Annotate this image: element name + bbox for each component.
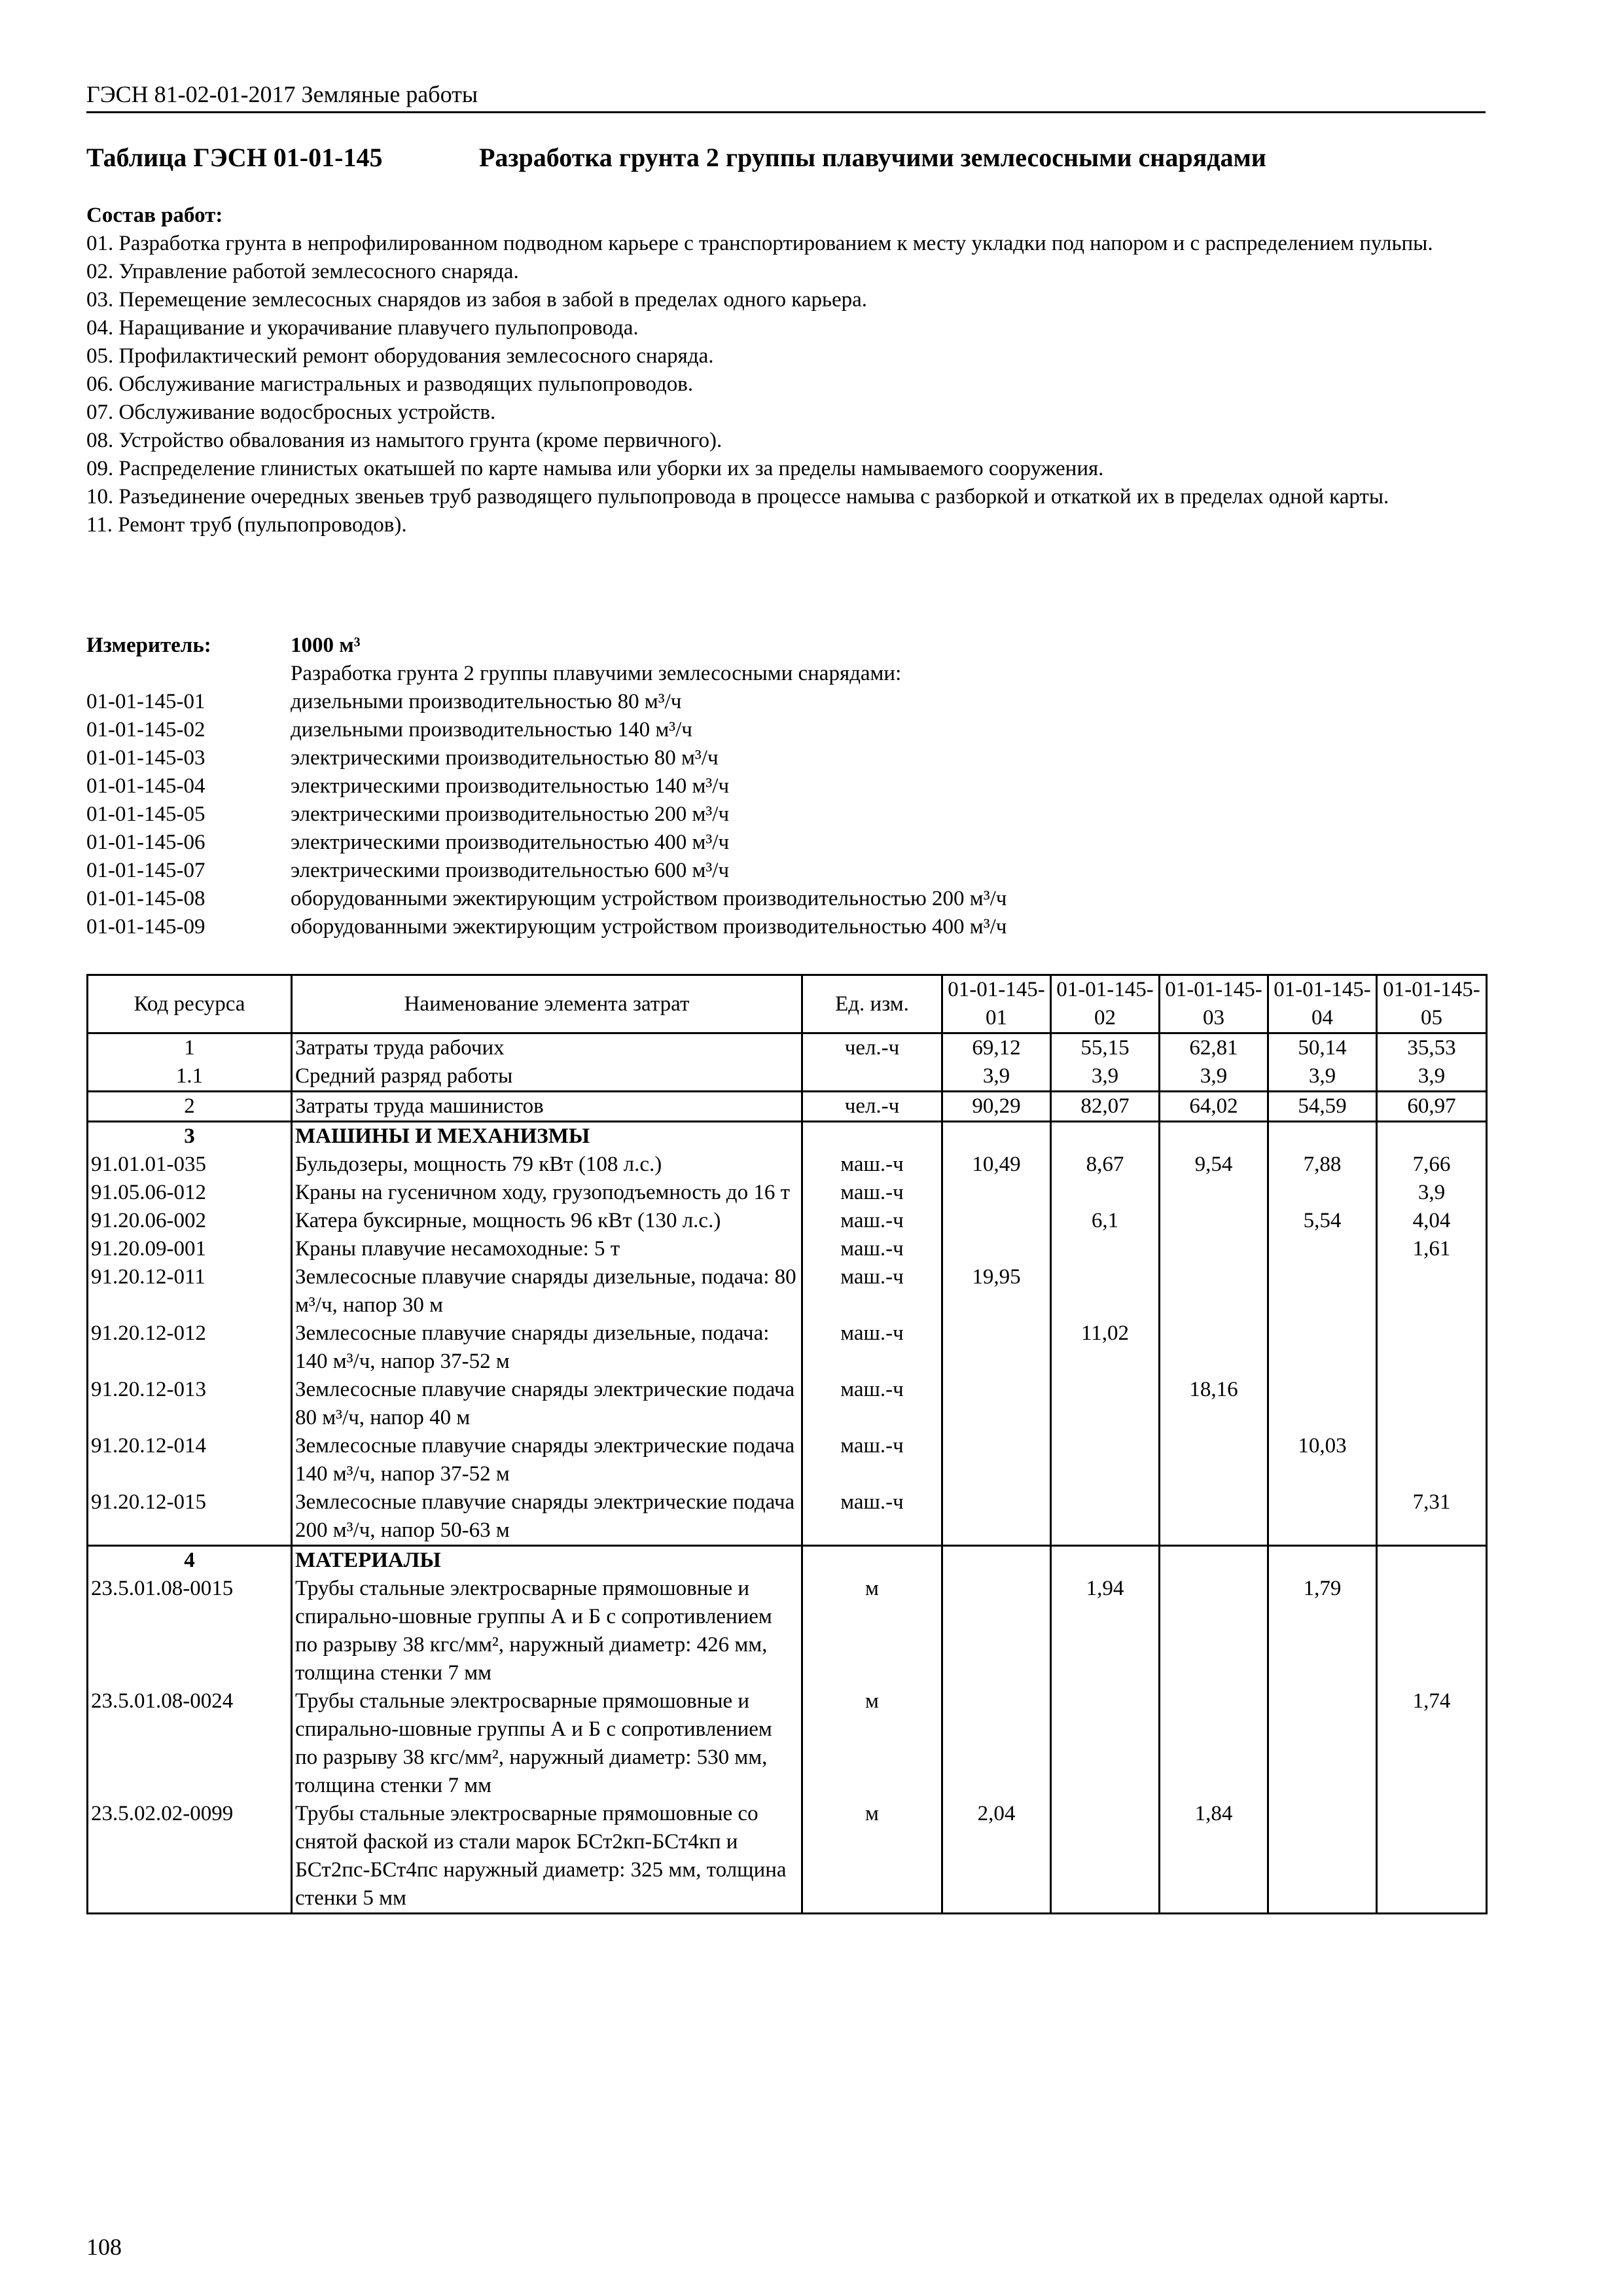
norm-code: 01-01-145-05: [86, 802, 205, 826]
resource-name: Трубы стальные электросварные прямошовные и спирально-шовные группы А и Б с сопротивлением по разрыву 38 кгс/мм², наружный диаметр: 426 мм, толщина стенки 7 мм: [292, 1575, 802, 1687]
norm-value: 3,9: [1377, 1062, 1487, 1092]
norm-description: дизельными производительностью 80 м³/ч: [291, 690, 682, 713]
norm-value: 3,9: [1160, 1062, 1268, 1092]
norm-value: 11,02: [1051, 1319, 1160, 1376]
norm-value: 7,66: [1377, 1151, 1487, 1179]
norm-value: [1268, 1376, 1377, 1432]
header-norm-col: 01-01-145-03: [1160, 975, 1268, 1033]
work-item: 09. Распределение глинистых окатышей по карте намыва или уборки их за пределы намываемого сооружения.: [86, 457, 1104, 480]
norm-value: 3,9: [1377, 1179, 1487, 1207]
norm-value: 3,9: [942, 1062, 1051, 1092]
norm-value: [1377, 1432, 1487, 1488]
norm-value: [1051, 1376, 1160, 1432]
work-item: 10. Разъединение очередных звеньев труб разводящего пульпопровода в процессе намыва с разборкой и откаткой их в пределах одной карты.: [86, 485, 1389, 509]
resource-name: Катера буксирные, мощность 96 кВт (130 л.с.): [292, 1207, 802, 1235]
resource-code: 4: [88, 1546, 292, 1575]
norm-value: [1268, 1800, 1377, 1914]
norm-value: [1160, 1488, 1268, 1546]
resource-name: Землесосные плавучие снаряды электрические подача 200 м³/ч, напор 50-63 м: [292, 1488, 802, 1546]
running-header: ГЭСН 81-02-01-2017 Земляные работы: [86, 77, 1486, 113]
work-item: 08. Устройство обвалования из намытого грунта (кроме первичного).: [86, 429, 722, 452]
resource-name: Землесосные плавучие снаряды дизельные, подача: 80 м³/ч, напор 30 м: [292, 1263, 802, 1319]
norm-value: 1,79: [1268, 1575, 1377, 1687]
work-item: 01. Разработка грунта в непрофилированном подводном карьере с транспортированием к месту укладки под напором и с распределением пульпы.: [86, 232, 1433, 255]
norm-value: [1268, 1488, 1377, 1546]
header-code: Код ресурса: [88, 975, 292, 1033]
norm-value: [942, 1432, 1051, 1488]
resource-unit: м: [802, 1800, 942, 1914]
norm-value: [1377, 1319, 1487, 1376]
table-row: [88, 1062, 1487, 1092]
norm-value: [1160, 1263, 1268, 1319]
work-item: 02. Управление работой землесосного снаряда.: [86, 260, 519, 283]
table-row: [88, 1033, 1487, 1063]
resource-name: Затраты труда рабочих: [292, 1033, 802, 1063]
norm-value: [1051, 1800, 1160, 1914]
work-item: 07. Обслуживание водосбросных устройств.: [86, 401, 496, 424]
table-row: [88, 1263, 1487, 1319]
table-row: [88, 1092, 1487, 1122]
norm-value: [1377, 1546, 1487, 1575]
norm-value: [1268, 1319, 1377, 1376]
resource-code: 2: [88, 1092, 292, 1122]
resource-unit: маш.-ч: [802, 1151, 942, 1179]
resource-code: 23.5.02.02-0099: [88, 1800, 292, 1914]
table-row: [88, 1376, 1487, 1432]
resource-code: 1: [88, 1033, 292, 1063]
norm-code: 01-01-145-06: [86, 831, 205, 854]
table-row: [88, 1575, 1487, 1687]
norm-value: [1051, 1687, 1160, 1800]
measurer-unit: 1000 м³: [291, 634, 361, 657]
norm-value: [1377, 1575, 1487, 1687]
table-row: [88, 1122, 1487, 1151]
norm-value: [1377, 1800, 1487, 1914]
resource-name: МАТЕРИАЛЫ: [292, 1546, 802, 1575]
resource-code: 91.20.09-001: [88, 1235, 292, 1263]
norm-code: 01-01-145-07: [86, 859, 205, 882]
table-row: [88, 1800, 1487, 1914]
norm-value: 19,95: [942, 1263, 1051, 1319]
norm-value: 8,67: [1051, 1151, 1160, 1179]
measurer-block: [86, 632, 1526, 941]
resource-unit: м: [802, 1575, 942, 1687]
norm-value: 54,59: [1268, 1092, 1377, 1122]
table-row: [88, 1235, 1487, 1263]
table-row: [88, 1151, 1487, 1179]
work-item: 04. Наращивание и укорачивание плавучего пульпопровода.: [86, 316, 639, 340]
header-norm-col: 01-01-145-01: [942, 975, 1051, 1033]
table-row: [88, 1207, 1487, 1235]
resource-unit: маш.-ч: [802, 1488, 942, 1546]
norm-value: [1268, 1546, 1377, 1575]
work-item: 06. Обслуживание магистральных и разводящих пульпопроводов.: [86, 372, 694, 396]
norm-value: [1051, 1432, 1160, 1488]
resource-code: 91.05.06-012: [88, 1179, 292, 1207]
header-norm-col: 01-01-145-05: [1377, 975, 1487, 1033]
norm-value: [1160, 1546, 1268, 1575]
resource-name: Землесосные плавучие снаряды электрические подача 80 м³/ч, напор 40 м: [292, 1376, 802, 1432]
norm-value: 6,1: [1051, 1207, 1160, 1235]
resource-unit: [802, 1546, 942, 1575]
resource-name: Землесосные плавучие снаряды дизельные, подача: 140 м³/ч, напор 37-52 м: [292, 1319, 802, 1376]
resource-code: 91.20.12-014: [88, 1432, 292, 1488]
norm-description: электрическими производительностью 400 м³/ч: [291, 831, 730, 854]
work-item: 03. Перемещение землесосных снарядов из забоя в забой в пределах одного карьера.: [86, 288, 868, 312]
norm-code: 01-01-145-04: [86, 774, 205, 798]
resource-name: Краны на гусеничном ходу, грузоподъемность до 16 т: [292, 1179, 802, 1207]
norm-value: [1160, 1122, 1268, 1151]
resource-unit: маш.-ч: [802, 1376, 942, 1432]
norm-value: [1160, 1207, 1268, 1235]
norm-value: [1051, 1263, 1160, 1319]
resource-unit: маш.-ч: [802, 1235, 942, 1263]
resource-code: 91.20.12-015: [88, 1488, 292, 1546]
norm-value: 10,49: [942, 1151, 1051, 1179]
norm-value: [942, 1179, 1051, 1207]
table-header-row: [88, 975, 1487, 1033]
resource-unit: [802, 1122, 942, 1151]
resource-unit: маш.-ч: [802, 1432, 942, 1488]
table-title: [86, 139, 1266, 176]
work-composition: [86, 202, 1500, 539]
norm-value: [1051, 1179, 1160, 1207]
resource-unit: маш.-ч: [802, 1207, 942, 1235]
norm-value: 3,9: [1268, 1062, 1377, 1092]
norm-value: [1160, 1319, 1268, 1376]
measurer-label: Измеритель:: [86, 634, 211, 657]
norm-description: электрическими производительностью 200 м³/ч: [291, 802, 730, 826]
resource-unit: чел.-ч: [802, 1033, 942, 1063]
norm-value: 1,61: [1377, 1235, 1487, 1263]
norm-code: 01-01-145-08: [86, 887, 205, 910]
table-row: [88, 1179, 1487, 1207]
norm-value: 64,02: [1160, 1092, 1268, 1122]
resource-unit: маш.-ч: [802, 1263, 942, 1319]
norm-value: 1,94: [1051, 1575, 1160, 1687]
resource-code: 91.20.12-011: [88, 1263, 292, 1319]
header-name: Наименование элемента затрат: [292, 975, 802, 1033]
resource-name: Краны плавучие несамоходные: 5 т: [292, 1235, 802, 1263]
norm-value: 18,16: [1160, 1376, 1268, 1432]
norm-description: оборудованными эжектирующим устройством производительностью 200 м³/ч: [291, 887, 1007, 910]
norm-description: электрическими производительностью 600 м³/ч: [291, 859, 730, 882]
norm-value: [1160, 1575, 1268, 1687]
resource-name: Землесосные плавучие снаряды электрические подача 140 м³/ч, напор 37-52 м: [292, 1432, 802, 1488]
resource-unit: маш.-ч: [802, 1319, 942, 1376]
resource-code: 91.20.12-013: [88, 1376, 292, 1432]
page-number: 108: [86, 2234, 122, 2260]
resource-code: 23.5.01.08-0024: [88, 1687, 292, 1800]
norm-value: [942, 1575, 1051, 1687]
norm-value: [1160, 1687, 1268, 1800]
table-row: [88, 1687, 1487, 1800]
table-row: [88, 1546, 1487, 1575]
norm-value: 4,04: [1377, 1207, 1487, 1235]
header-norm-col: 01-01-145-02: [1051, 975, 1160, 1033]
measurer-intro: Разработка грунта 2 группы плавучими землесосными снарядами:: [291, 662, 902, 685]
norm-value: [1160, 1432, 1268, 1488]
resource-table: [86, 974, 1488, 1914]
norm-value: [1051, 1235, 1160, 1263]
resource-code: 23.5.01.08-0015: [88, 1575, 292, 1687]
resource-name: Затраты труда машинистов: [292, 1092, 802, 1122]
table-row: [88, 1488, 1487, 1546]
norm-value: [1377, 1376, 1487, 1432]
norm-description: электрическими производительностью 140 м³/ч: [291, 774, 730, 798]
work-item: 11. Ремонт труб (пульпопроводов).: [86, 513, 407, 537]
resource-unit: чел.-ч: [802, 1092, 942, 1122]
resource-name: Бульдозеры, мощность 79 кВт (108 л.с.): [292, 1151, 802, 1179]
resource-name: Средний разряд работы: [292, 1062, 802, 1092]
norm-value: [942, 1488, 1051, 1546]
norm-code: 01-01-145-01: [86, 690, 205, 713]
norm-value: 10,03: [1268, 1432, 1377, 1488]
resource-code: 3: [88, 1122, 292, 1151]
norm-value: 7,88: [1268, 1151, 1377, 1179]
norm-value: [1377, 1263, 1487, 1319]
norm-description: дизельными производительностью 140 м³/ч: [291, 718, 692, 742]
table-code: Таблица ГЭСН 01-01-145: [86, 143, 383, 172]
norm-value: [1051, 1122, 1160, 1151]
norm-value: 82,07: [1051, 1092, 1160, 1122]
norm-value: [942, 1207, 1051, 1235]
norm-value: [1051, 1546, 1160, 1575]
norm-value: [1268, 1179, 1377, 1207]
norm-value: 2,04: [942, 1800, 1051, 1914]
norm-value: [942, 1687, 1051, 1800]
work-composition-label: Состав работ:: [86, 204, 223, 227]
norm-value: 9,54: [1160, 1151, 1268, 1179]
norm-value: [942, 1235, 1051, 1263]
resource-code: 91.20.12-012: [88, 1319, 292, 1376]
resource-unit: м: [802, 1687, 942, 1800]
norm-value: 5,54: [1268, 1207, 1377, 1235]
norm-code: 01-01-145-03: [86, 746, 205, 770]
norm-value: 60,97: [1377, 1092, 1487, 1122]
work-item: 05. Профилактический ремонт оборудования землесосного снаряда.: [86, 344, 714, 368]
resource-code: 91.20.06-002: [88, 1207, 292, 1235]
resource-unit: маш.-ч: [802, 1179, 942, 1207]
norm-value: [942, 1122, 1051, 1151]
resource-code: 91.01.01-035: [88, 1151, 292, 1179]
norm-value: 1,84: [1160, 1800, 1268, 1914]
norm-description: оборудованными эжектирующим устройством производительностью 400 м³/ч: [291, 915, 1007, 939]
table-row: [88, 1432, 1487, 1488]
resource-name: Трубы стальные электросварные прямошовные со снятой фаской из стали марок БСт2кп-БСт4кп и БСт2пс-БСт4пс наружный диаметр: 325 мм, толщина стенки 5 мм: [292, 1800, 802, 1914]
norm-value: 1,74: [1377, 1687, 1487, 1800]
norm-value: [1051, 1488, 1160, 1546]
norm-value: 55,15: [1051, 1033, 1160, 1063]
norm-code: 01-01-145-09: [86, 915, 205, 939]
norm-value: 50,14: [1268, 1033, 1377, 1063]
resource-name: Трубы стальные электросварные прямошовные и спирально-шовные группы А и Б с сопротивлением по разрыву 38 кгс/мм², наружный диаметр: 530 мм, толщина стенки 7 мм: [292, 1687, 802, 1800]
norm-value: [942, 1319, 1051, 1376]
norm-value: [1160, 1235, 1268, 1263]
norm-code: 01-01-145-02: [86, 718, 205, 742]
norm-value: 35,53: [1377, 1033, 1487, 1063]
norm-value: 62,81: [1160, 1033, 1268, 1063]
norm-value: [1268, 1122, 1377, 1151]
norm-value: 7,31: [1377, 1488, 1487, 1546]
norm-value: 3,9: [1051, 1062, 1160, 1092]
norm-value: 69,12: [942, 1033, 1051, 1063]
norm-value: [1160, 1179, 1268, 1207]
resource-code: 1.1: [88, 1062, 292, 1092]
norm-value: [1377, 1122, 1487, 1151]
norm-value: 90,29: [942, 1092, 1051, 1122]
table-name: Разработка грунта 2 группы плавучими землесосными снарядами: [479, 143, 1266, 172]
norm-value: [942, 1376, 1051, 1432]
header-unit: Ед. изм.: [802, 975, 942, 1033]
table-row: [88, 1319, 1487, 1376]
resource-name: МАШИНЫ И МЕХАНИЗМЫ: [292, 1122, 802, 1151]
header-norm-col: 01-01-145-04: [1268, 975, 1377, 1033]
norm-value: [1268, 1263, 1377, 1319]
norm-description: электрическими производительностью 80 м³/ч: [291, 746, 719, 770]
norm-value: [942, 1546, 1051, 1575]
norm-value: [1268, 1235, 1377, 1263]
resource-unit: [802, 1062, 942, 1092]
norm-value: [1268, 1687, 1377, 1800]
